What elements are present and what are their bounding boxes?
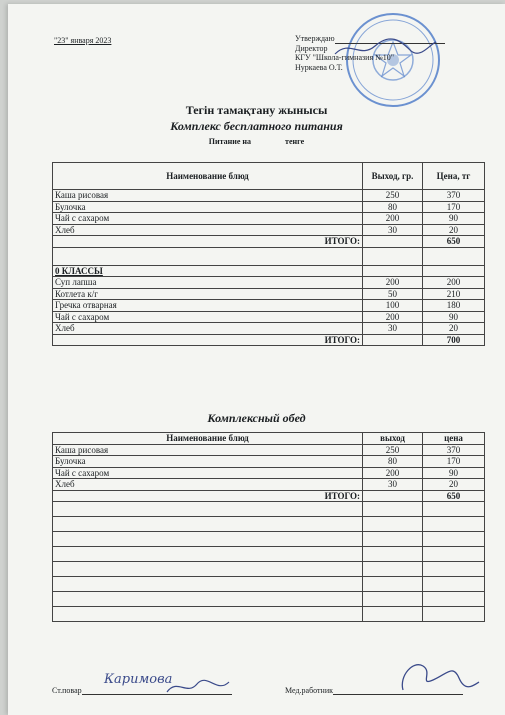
med-label: Мед.работник (285, 686, 333, 695)
approve-line: КГУ "Школа-гимназия №10" (295, 53, 395, 62)
col-header-output: Выход, гр. (363, 163, 423, 190)
menu-table-lunch (52, 432, 485, 622)
empty-row (53, 532, 485, 547)
empty-cell (363, 532, 423, 547)
section-row (53, 265, 485, 277)
empty-row (53, 592, 485, 607)
empty-cell (53, 547, 363, 562)
empty-cell (363, 607, 423, 622)
dish-name: Чай с сахаром (53, 311, 363, 323)
dish-output: 30 (363, 479, 423, 491)
empty-row (53, 547, 485, 562)
empty-cell (363, 562, 423, 577)
total-value: 650 (423, 236, 485, 248)
empty-cell (423, 502, 485, 517)
dish-name: Хлеб (53, 479, 363, 491)
subtitle-right: тенге (285, 137, 305, 146)
dish-output: 30 (363, 323, 423, 335)
dish-output: 80 (363, 456, 423, 468)
dish-name: Чай с сахаром (53, 467, 363, 479)
empty-cell (363, 247, 423, 265)
dish-price: 200 (423, 277, 485, 289)
dish-output: 200 (363, 213, 423, 225)
dish-price: 170 (423, 456, 485, 468)
empty-row (53, 502, 485, 517)
dish-price: 170 (423, 201, 485, 213)
empty-cell (53, 247, 363, 265)
dish-name: Котлета к/г (53, 288, 363, 300)
dish-output: 250 (363, 444, 423, 456)
empty-cell (363, 502, 423, 517)
dish-output: 50 (363, 288, 423, 300)
document-date: "23" января 2023 (54, 36, 112, 45)
empty-cell (423, 592, 485, 607)
dish-price: 370 (423, 190, 485, 202)
dish-price: 90 (423, 213, 485, 225)
subtitle-left: Питание на (208, 137, 252, 146)
section-label: 0 КЛАССЫ (53, 265, 363, 277)
empty-cell (423, 607, 485, 622)
dish-name: Каша рисовая (53, 444, 363, 456)
dish-price: 180 (423, 300, 485, 312)
dish-output: 250 (363, 190, 423, 202)
table-row (53, 201, 485, 213)
total-label: ИТОГО: (53, 490, 363, 502)
dish-price: 210 (423, 288, 485, 300)
empty-cell (53, 607, 363, 622)
table-row (53, 224, 485, 236)
dish-price: 370 (423, 444, 485, 456)
empty-row (53, 517, 485, 532)
dish-output: 200 (363, 277, 423, 289)
dish-output: 100 (363, 300, 423, 312)
table-row (53, 467, 485, 479)
title-kazakh: Тегін тамақтану жынысы (185, 103, 328, 117)
table-row (53, 288, 485, 300)
table-row (53, 277, 485, 289)
col-header-name: Наименование блюд (53, 433, 363, 445)
table-row (53, 479, 485, 491)
table-row (53, 444, 485, 456)
menu-table-free (52, 162, 485, 346)
dish-name: Гречка отварная (53, 300, 363, 312)
total-row (53, 334, 485, 346)
dish-output: 80 (363, 201, 423, 213)
title-russian: Комплекс бесплатного питания (170, 119, 343, 133)
table-row (53, 456, 485, 468)
table-header-row (53, 163, 485, 190)
document-page (8, 4, 505, 715)
dish-name: Хлеб (53, 323, 363, 335)
empty-cell (423, 265, 485, 277)
table-row (53, 323, 485, 335)
empty-cell (363, 265, 423, 277)
empty-row (53, 577, 485, 592)
table-row (53, 190, 485, 202)
empty-row (53, 607, 485, 622)
empty-cell (423, 547, 485, 562)
empty-row (53, 562, 485, 577)
approve-line: Директор (295, 43, 328, 53)
dish-name: Хлеб (53, 224, 363, 236)
empty-cell (423, 247, 485, 265)
empty-cell (53, 517, 363, 532)
empty-cell (423, 532, 485, 547)
dish-name: Суп лапша (53, 277, 363, 289)
table-row (53, 311, 485, 323)
table-row (53, 300, 485, 312)
empty-row (53, 247, 485, 265)
dish-price: 20 (423, 479, 485, 491)
table-header-row (53, 433, 485, 445)
table-row (53, 213, 485, 225)
empty-cell (423, 517, 485, 532)
empty-cell (363, 592, 423, 607)
cook-signature: Каримова (104, 672, 173, 687)
dish-output: 30 (363, 224, 423, 236)
total-value: 700 (423, 334, 485, 346)
total-label: ИТОГО: (53, 236, 363, 248)
total-label: ИТОГО: (53, 334, 363, 346)
empty-cell (363, 334, 423, 346)
approve-title: Утверждаю (295, 34, 335, 43)
total-value: 650 (423, 490, 485, 502)
dish-price: 20 (423, 323, 485, 335)
approve-line: Нуркаева О.Т. (295, 62, 343, 72)
col-header-output: выход (363, 433, 423, 445)
empty-cell (53, 592, 363, 607)
subtitle (8, 137, 505, 146)
dish-name: Каша рисовая (53, 190, 363, 202)
empty-cell (363, 517, 423, 532)
cook-label: Ст.повар (52, 686, 82, 695)
empty-cell (363, 490, 423, 502)
empty-cell (363, 236, 423, 248)
empty-cell (423, 562, 485, 577)
empty-cell (53, 562, 363, 577)
dish-output: 200 (363, 311, 423, 323)
total-row (53, 490, 485, 502)
director-signature (330, 34, 440, 64)
col-header-price: Цена, тг (423, 163, 485, 190)
empty-cell (363, 547, 423, 562)
cook-signature-mark (163, 674, 233, 698)
col-header-price: цена (423, 433, 485, 445)
dish-price: 20 (423, 224, 485, 236)
col-header-name: Наименование блюд (53, 163, 363, 190)
dish-name: Булочка (53, 456, 363, 468)
empty-cell (53, 532, 363, 547)
total-row (53, 236, 485, 248)
med-signature (393, 656, 483, 696)
dish-price: 90 (423, 311, 485, 323)
dish-name: Булочка (53, 201, 363, 213)
empty-cell (53, 502, 363, 517)
dish-price: 90 (423, 467, 485, 479)
empty-cell (53, 577, 363, 592)
dish-name: Чай с сахаром (53, 213, 363, 225)
section-title-lunch: Комплексный обед (207, 411, 306, 425)
empty-cell (423, 577, 485, 592)
empty-cell (363, 577, 423, 592)
dish-output: 200 (363, 467, 423, 479)
